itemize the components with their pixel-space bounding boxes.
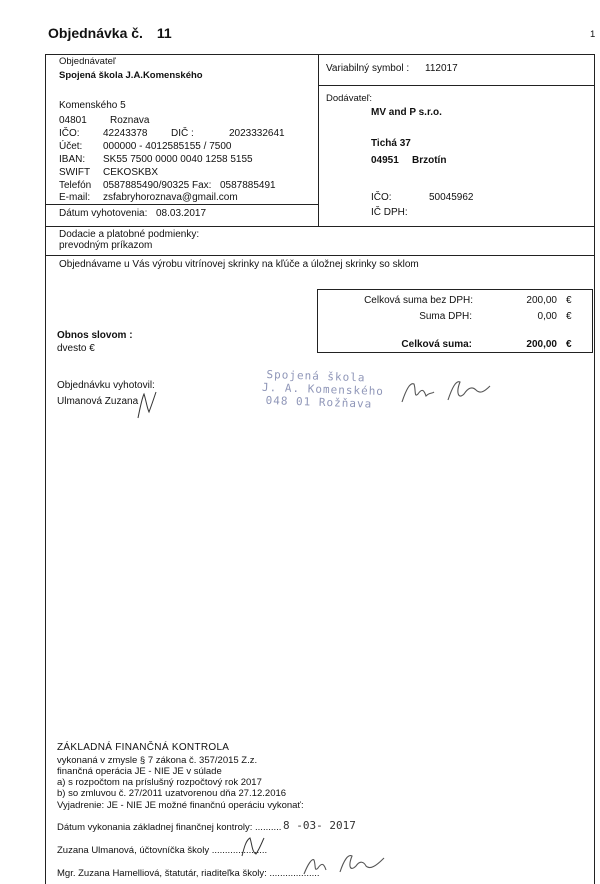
customer-iban: SK55 7500 0000 0040 1258 5155: [103, 154, 253, 165]
customer-swift-label: SWIFT: [59, 167, 91, 178]
control-date-label: Dátum vykonania základnej finančnej kontroly: ..........: [57, 822, 282, 833]
control-line-3: a) s rozpočtom na príslušný rozpočtový rok 2017: [57, 777, 262, 788]
signature-accountant: [238, 834, 268, 860]
order-text: Objednávame u Vás výrobu vitrínovej skrinky na kľúče a úložnej skrinky so sklom: [59, 259, 419, 270]
customer-street: Komenského 5: [59, 100, 126, 111]
stamp-line-3: 048 01 Rožňava: [265, 393, 373, 411]
page-number: 1: [590, 29, 596, 40]
customer-fax: 0587885491: [220, 180, 276, 191]
customer-email: zsfabryhoroznava@gmail.com: [103, 192, 238, 203]
customer-ico: 42243378: [103, 128, 148, 139]
order-number: 11: [156, 25, 172, 41]
variable-symbol-label: Variabilný symbol :: [326, 63, 410, 74]
supplier-city: Brzotín: [412, 155, 447, 166]
control-heading: ZÁKLADNÁ FINANČNÁ KONTROLA: [57, 742, 230, 753]
delivery-label: Dodacie a platobné podmienky:: [59, 229, 200, 240]
variable-symbol: 112017: [425, 63, 458, 74]
signature-preparer: [134, 390, 160, 420]
customer-phone: 0587885490/90325 Fax:: [103, 180, 212, 191]
total-label: Celková suma:: [401, 339, 472, 350]
supplier-label: Dodávateľ:: [326, 93, 373, 104]
signature-director-top: [398, 376, 498, 408]
vs-divider: [318, 85, 594, 86]
customer-zip: 04801: [59, 115, 87, 126]
vat-currency: €: [566, 311, 572, 322]
header-bottom-divider: [45, 226, 595, 227]
vat-label: Suma DPH:: [419, 311, 472, 322]
school-stamp: [261, 367, 385, 411]
control-line-1: vykonaná v zmysle § 7 zákona č. 357/2015 Z.z.: [57, 755, 258, 766]
net-label: Celková suma bez DPH:: [364, 295, 473, 306]
customer-ico-label: IČO:: [59, 128, 80, 139]
signature-director-bottom: [300, 850, 390, 880]
customer-dic-label: DIČ :: [171, 128, 194, 139]
title-label: Objednávka č.: [48, 25, 143, 41]
control-date-value: 8 -03- 2017: [283, 819, 356, 832]
date-issued-label: Dátum vyhotovenia:: [59, 208, 148, 219]
frame-middle: [318, 54, 319, 226]
customer-label: Objednávateľ: [59, 56, 116, 67]
delivery-divider: [45, 255, 595, 256]
prepared-by: Ulmanová Zuzana: [57, 396, 139, 407]
supplier-street: Tichá 37: [371, 138, 411, 149]
control-line-2: finančná operácia JE - NIE JE v súlade: [57, 766, 222, 777]
customer-city: Roznava: [110, 115, 150, 126]
customer-email-label: E-mail:: [59, 192, 91, 203]
customer-account: 000000 - 4012585155 / 7500: [103, 141, 232, 152]
customer-dic: 2023332641: [229, 128, 285, 139]
vat-value: 0,00: [537, 311, 557, 322]
net-currency: €: [566, 295, 572, 306]
director-line: Mgr. Zuzana Hamelliová, štatutár, riaditeľka školy: ...................: [57, 868, 320, 879]
customer-name: Spojená škola J.A.Komenského: [59, 70, 203, 81]
control-line-4: b) so zmluvou č. 27/2011 uzatvorenou dňa 27.12.2016: [57, 788, 287, 799]
frame-left: [45, 54, 46, 884]
prepared-by-label: Objednávku vyhotovil:: [57, 380, 155, 391]
control-line-5: Vyjadrenie: JE - NIE JE možné finančnú operáciu vykonať:: [57, 800, 304, 811]
stamp-line-1: Spojená škola: [266, 367, 366, 385]
date-divider: [45, 204, 318, 205]
date-issued: 08.03.2017: [156, 208, 207, 219]
frame-top: [45, 54, 595, 55]
frame-right: [594, 54, 595, 884]
customer-iban-label: IBAN:: [59, 154, 86, 165]
net-value: 200,00: [526, 295, 557, 306]
amount-words: dvesto €: [57, 343, 95, 354]
total-currency: €: [566, 339, 572, 350]
customer-phone-label: Telefón: [59, 180, 92, 191]
stamp-line-2: J. A. Komenského: [261, 380, 385, 399]
supplier-zip: 04951: [371, 155, 399, 166]
delivery-value: prevodným príkazom: [59, 240, 153, 251]
supplier-ico-label: IČO:: [371, 192, 392, 203]
supplier-ico: 50045962: [429, 192, 474, 203]
amount-words-label: Obnos slovom :: [57, 330, 133, 341]
accountant-line: Zuzana Ulmanová, účtovníčka školy .....................: [57, 845, 268, 856]
supplier-name: MV and P s.r.o.: [371, 107, 442, 118]
page-title: [48, 25, 172, 41]
customer-swift: CEKOSKBX: [103, 167, 159, 178]
total-value: 200,00: [526, 339, 557, 350]
supplier-icdph-label: IČ DPH:: [371, 207, 408, 218]
customer-account-label: Účet:: [59, 141, 83, 152]
